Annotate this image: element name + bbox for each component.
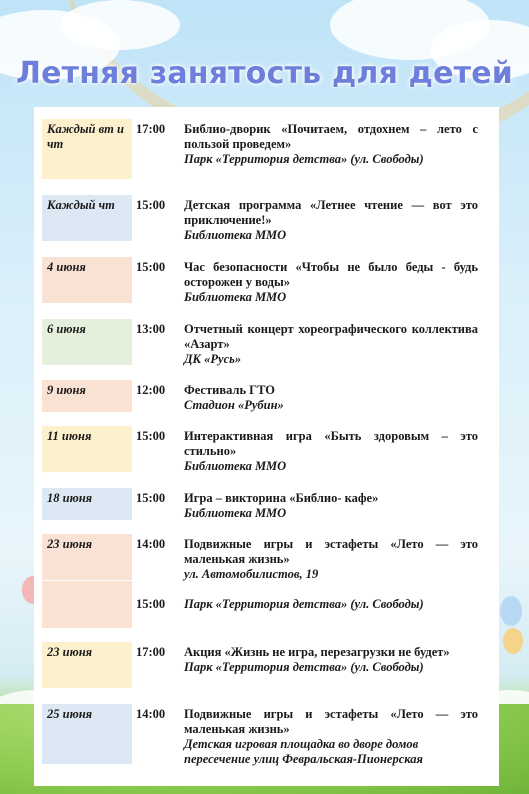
event-description [184,319,478,367]
event-date: Каждый чт [42,195,132,241]
event-title: Интерактивная игра «Быть здоровым – это стильно» [184,429,478,458]
event-date: 11 июня [42,426,132,472]
schedule-row [34,119,499,179]
event-title: Подвижные игры и эстафеты «Лето — это маленькая жизнь» [184,537,478,566]
event-time: 17:00 [136,645,166,659]
schedule-panel [34,107,499,786]
event-title: Игра – викторина «Библио- кафе» [184,491,379,505]
event-date: 25 июня [42,704,132,764]
event-time: 15:00 [136,429,166,443]
event-description [184,534,478,582]
event-location: ДК «Русь» [184,352,242,366]
event-time: 17:00 [136,122,166,136]
event-location: Парк «Территория детства» (ул. Свободы) [184,152,424,166]
event-description [184,426,478,474]
event-date [42,581,132,628]
event-description [184,195,478,243]
schedule-row [34,426,499,472]
event-time: 15:00 [136,491,166,505]
schedule-row [34,257,499,303]
event-date: Каждый вт и чт [42,119,132,179]
event-description [184,257,478,305]
event-location: ул. Автомобилистов, 19 [184,567,319,581]
event-date: 23 июня [42,642,132,688]
event-location: Парк «Территория детства» (ул. Свободы) [184,660,424,674]
event-date: 9 июня [42,380,132,412]
schedule-row [34,319,499,365]
event-date: 6 июня [42,319,132,365]
schedule-row [34,488,499,520]
schedule-row [34,195,499,241]
event-description [184,488,478,521]
event-time: 12:00 [136,383,166,397]
event-location: Библиотека ММО [184,290,287,304]
event-time: 14:00 [136,537,166,551]
event-title: Библио-дворик «Почитаем, отдохнем – лето с пользой проведем» [184,122,478,151]
event-time: 15:00 [136,260,166,274]
schedule-row [34,642,499,688]
schedule-row [34,534,499,580]
event-title: Подвижные игры и эстафеты «Лето — это маленькая жизнь» [184,707,478,736]
event-title: Час безопасности «Чтобы не было беды - будь осторожен у воды» [184,260,478,289]
event-location: Библиотека ММО [184,459,287,473]
balloon-decoration [500,596,522,626]
event-time: 15:00 [136,597,166,611]
event-time: 15:00 [136,198,166,212]
event-description [184,581,478,612]
event-location: Библиотека ММО [184,506,287,520]
event-time: 13:00 [136,322,166,336]
balloon-decoration [503,628,523,654]
schedule-row [34,704,499,764]
event-description [184,704,478,767]
event-description [184,642,478,675]
event-location: Детская игровая площадка во дворе домов пересечение улиц Февральская-Пионерская [184,737,423,766]
event-date: 4 июня [42,257,132,303]
event-date: 23 июня [42,534,132,580]
event-title: Отчетный концерт хореографического коллектива «Азарт» [184,322,478,351]
event-time: 14:00 [136,707,166,721]
event-description [184,119,478,167]
cloud-decoration [60,0,180,50]
page-title: Летняя занятость для детей [15,56,514,91]
schedule-row [34,581,499,628]
event-location: Стадион «Рубин» [184,398,284,412]
event-date: 18 июня [42,488,132,520]
event-location: Парк «Территория детства» (ул. Свободы) [184,597,424,611]
event-title: Детская программа «Летнее чтение — вот это приключение!» [184,198,478,227]
event-title: Фестиваль ГТО [184,383,276,397]
event-description [184,380,478,413]
event-title: Акция «Жизнь не игра, перезагрузки не будет» [184,645,450,659]
schedule-row [34,380,499,412]
event-location: Библиотека ММО [184,228,287,242]
